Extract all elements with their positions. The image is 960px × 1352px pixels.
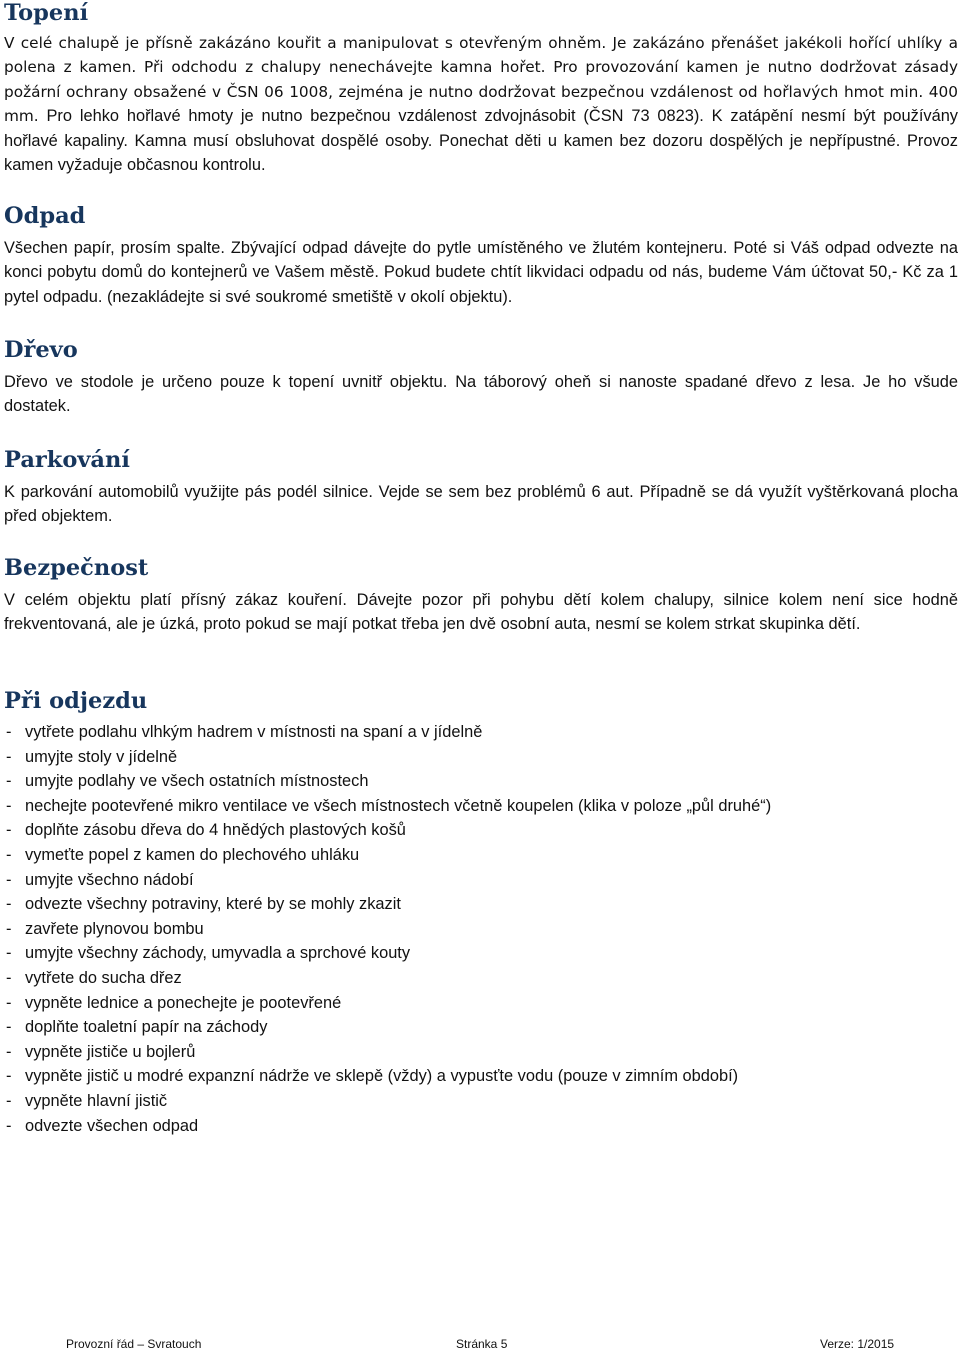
list-item: - doplňte zásobu dřeva do 4 hnědých plastových košů bbox=[4, 818, 958, 843]
heading-parking: Parkování bbox=[4, 447, 130, 473]
page-footer bbox=[0, 1336, 960, 1352]
heading-waste: Odpad bbox=[4, 203, 86, 229]
list-item: - umyjte všechno nádobí bbox=[4, 868, 958, 893]
section-heating bbox=[4, 0, 958, 177]
paragraph-safety: V celém objektu platí přísný zákaz kouření. Dávejte pozor při pohybu dětí kolem chalupy, silnice kolem není sice hodně frekventovaná, ale je úzká, proto pokud se mají potkat třeba jen dvě osobní auta, nesmí se kolem strkat skupinka dětí. bbox=[4, 591, 958, 634]
heading-heating: Topení bbox=[4, 0, 89, 26]
footer-page-number: Stránka 5 bbox=[456, 1337, 508, 1351]
list-item: - vypněte hlavní jistič bbox=[4, 1089, 958, 1114]
heading-safety: Bezpečnost bbox=[4, 555, 149, 581]
section-waste bbox=[4, 203, 958, 309]
departure-checklist bbox=[4, 720, 958, 1138]
list-item: - vytřete podlahu vlhkým hadrem v místnosti na spaní a v jídelně bbox=[4, 720, 958, 745]
footer-document-title: Provozní řád – Svratouch bbox=[66, 1337, 202, 1351]
section-wood bbox=[4, 337, 958, 419]
section-departure bbox=[4, 688, 958, 1138]
list-item: - odvezte všechny potraviny, které by se mohly zkazit bbox=[4, 892, 958, 917]
paragraph-heating-part-1: V celé chalupě je přísně zakázáno kouřit a manipulovat s otevřeným ohněm. Je zakázáno přenášet jakékoli hořící uhlíky a polena z kamen. Při odchodu z chalupy nenechávejte kamna hořet. Pro provozování kamen je nutno dodržovat zásady požární ochrany obsažené v ČSN 06 1008, zejména je nutno dodržovat bezpečnou vzdálenost od hořlavých hmot min. 400 mm. bbox=[4, 34, 958, 126]
paragraph-heating bbox=[4, 31, 958, 177]
paragraph-heating-part-2: Pro lehko hořlavé hmoty je nutno bezpečnou vzdálenost zdvojnásobit (ČSN 73 0823). K zatápění nesmí být používány hořlavé kapaliny. Kamna musí obsluhovat dospělé osoby. Ponechat děti u kamen bez dozoru dospělých je nepřípustné. Provoz kamen vyžaduje občasnou kontrolu. bbox=[4, 107, 958, 175]
footer-version: Verze: 1/2015 bbox=[820, 1337, 895, 1351]
paragraph-waste: Všechen papír, prosím spalte. Zbývající odpad dávejte do pytle umístěného ve žlutém kontejneru. Poté si Váš odpad odvezte na konci pobytu domů do kontejnerů ve Vašem městě. Pokud budete chtít likvidaci odpadu od nás, budeme Vám účtovat 50,- Kč za 1 pytel odpadu. (nezakládejte si své soukromé smetiště v okolí objektu). bbox=[4, 239, 958, 306]
list-item: - odvezte všechen odpad bbox=[4, 1114, 958, 1139]
list-item: - vypněte jistič u modré expanzní nádrže ve sklepě (vždy) a vypusťte vodu (pouze v zimním období) bbox=[4, 1064, 958, 1089]
list-item: - umyjte stoly v jídelně bbox=[4, 745, 958, 770]
list-item: - nechejte pootevřené mikro ventilace ve všech místnostech včetně koupelen (klika v poloze „půl druhé“) bbox=[4, 794, 958, 819]
list-item: - vypněte lednice a ponechejte je pootevřené bbox=[4, 991, 958, 1016]
section-parking bbox=[4, 447, 958, 529]
heading-departure: Při odjezdu bbox=[4, 688, 148, 714]
paragraph-wood: Dřevo ve stodole je určeno pouze k topení uvnitř objektu. Na táborový oheň si nanoste spadané dřevo z lesa. Je ho všude dostatek. bbox=[4, 373, 958, 416]
list-item: - zavřete plynovou bombu bbox=[4, 917, 958, 942]
list-item: - umyjte všechny záchody, umyvadla a sprchové kouty bbox=[4, 941, 958, 966]
paragraph-parking: K parkování automobilů využijte pás podél silnice. Vejde se sem bez problémů 6 aut. Případně se dá využít vyštěrkovaná plocha před objektem. bbox=[4, 483, 958, 526]
list-item: - vypněte jističe u bojlerů bbox=[4, 1040, 958, 1065]
list-item: - umyjte podlahy ve všech ostatních místnostech bbox=[4, 769, 958, 794]
heading-wood: Dřevo bbox=[4, 337, 78, 363]
list-item: - vymeťte popel z kamen do plechového uhláku bbox=[4, 843, 958, 868]
list-item: - doplňte toaletní papír na záchody bbox=[4, 1015, 958, 1040]
list-item: - vytřete do sucha dřez bbox=[4, 966, 958, 991]
section-safety bbox=[4, 555, 958, 637]
